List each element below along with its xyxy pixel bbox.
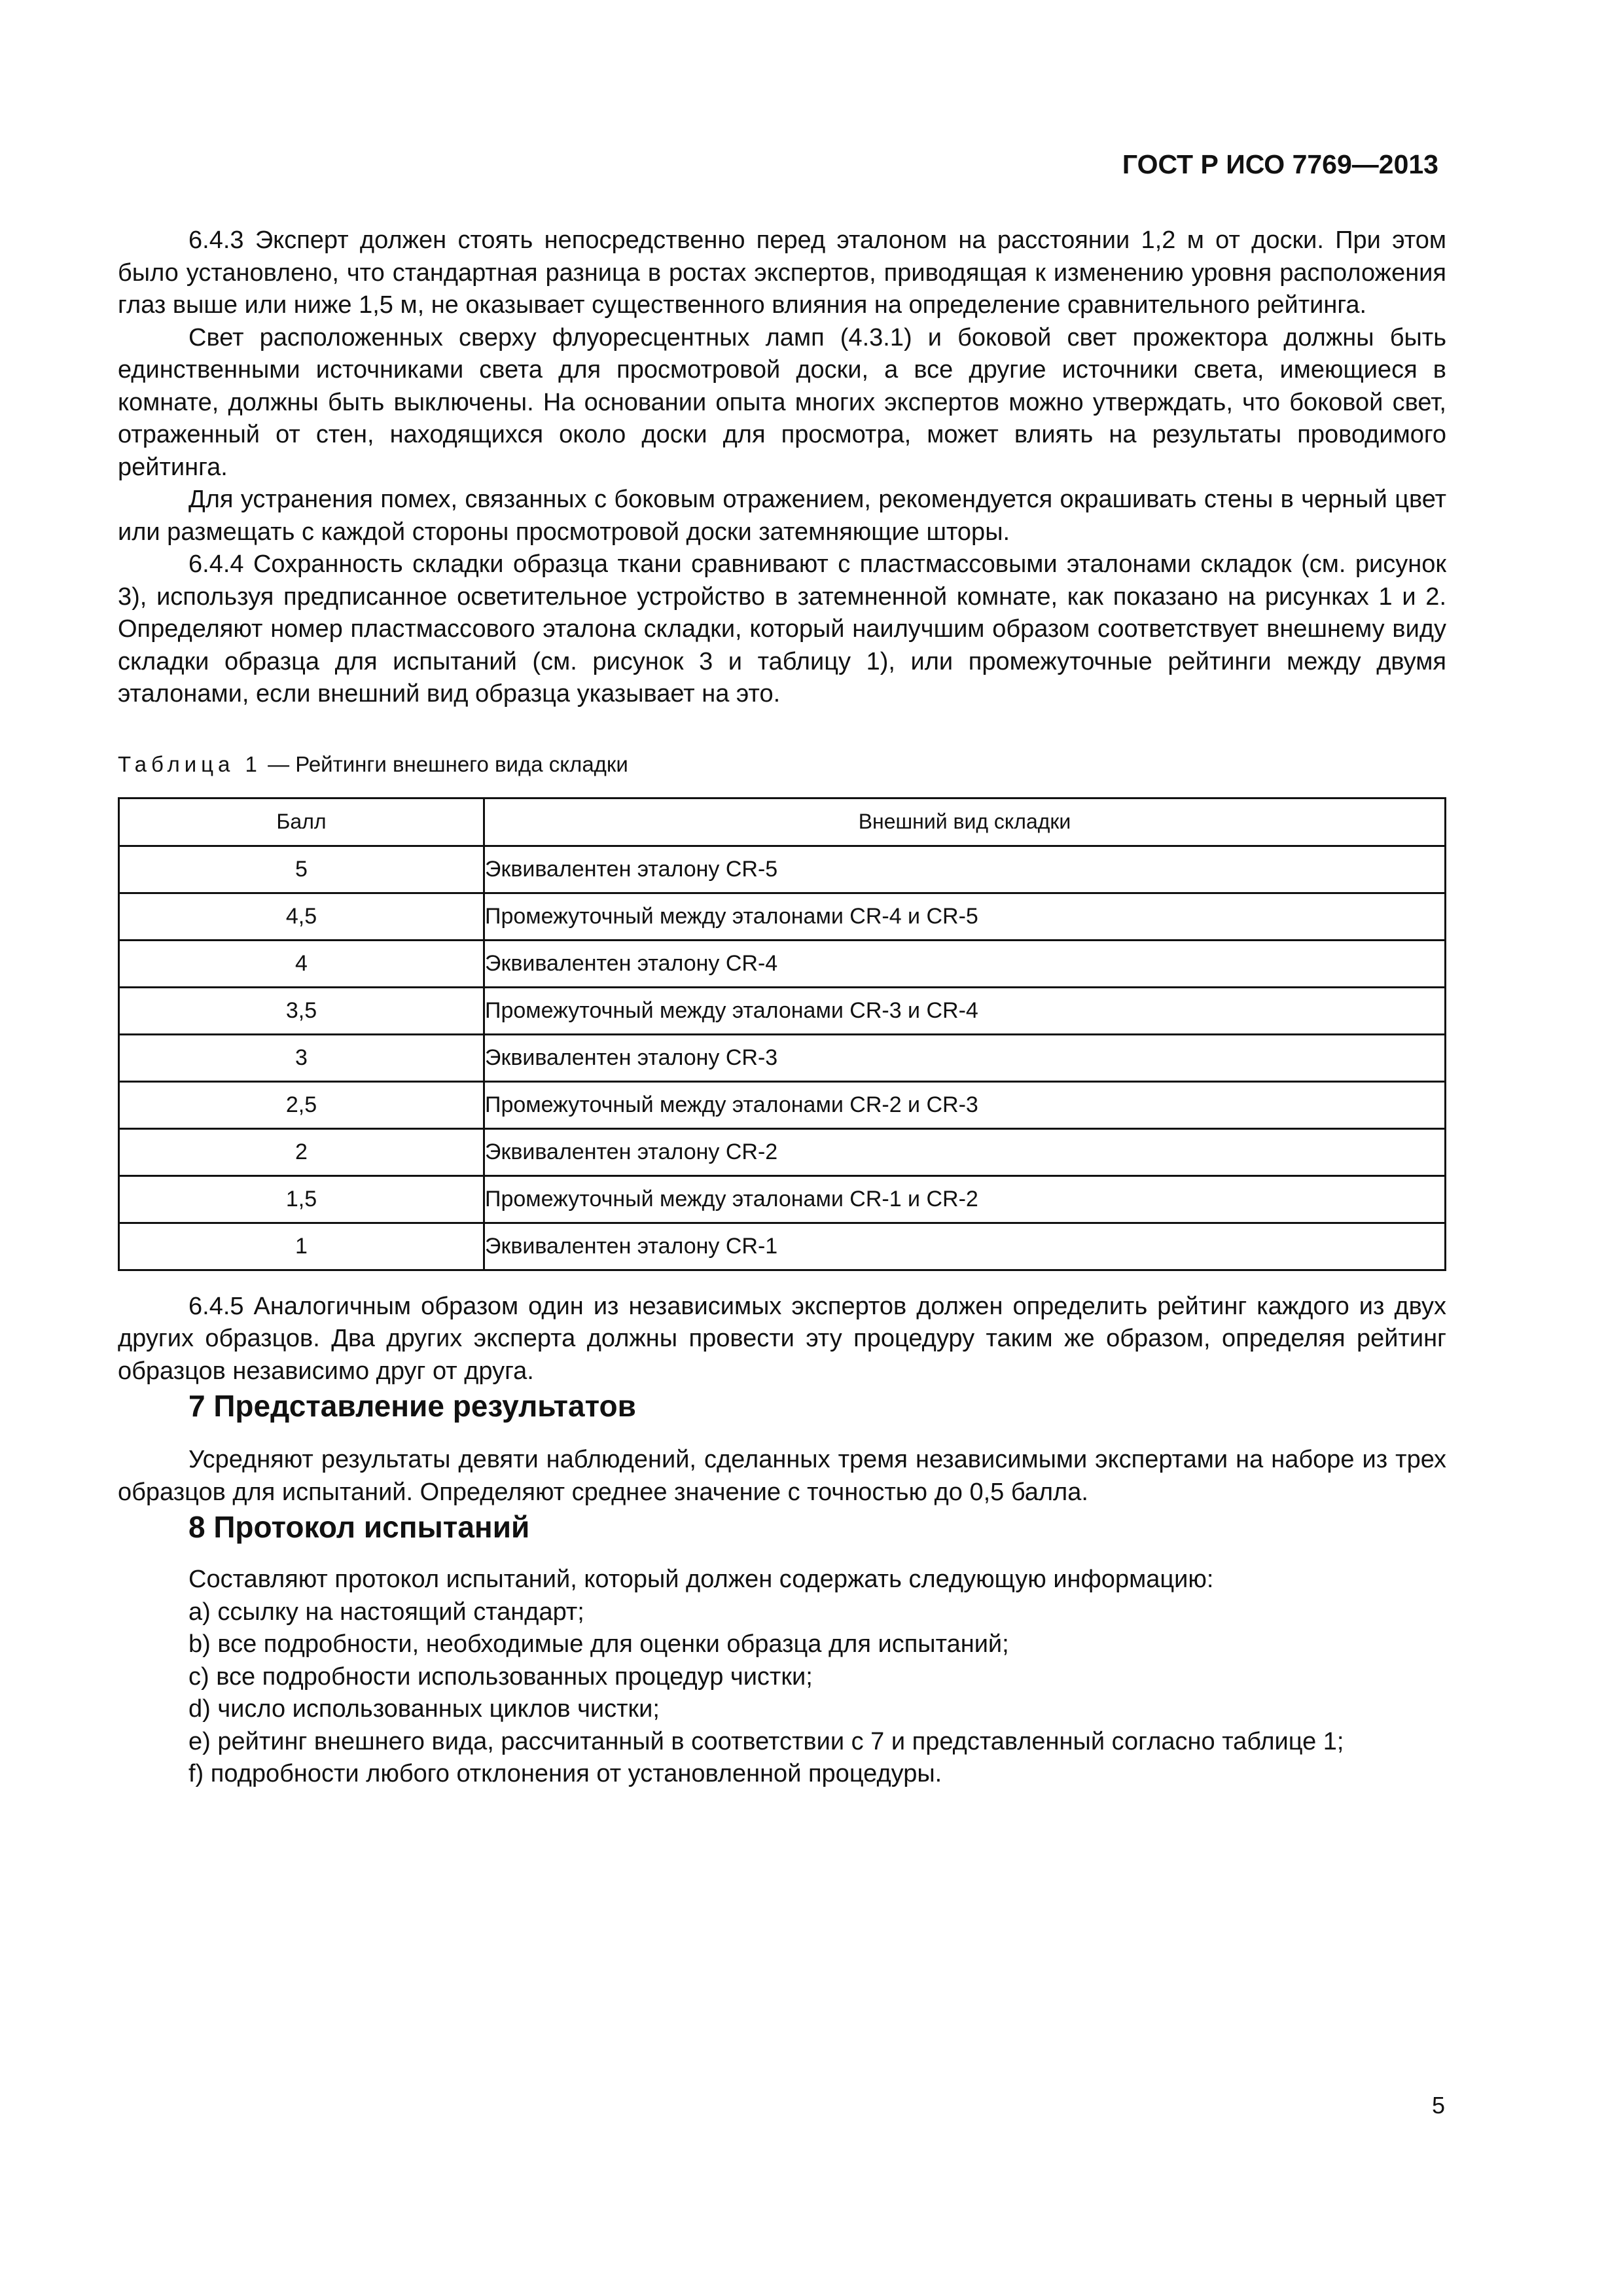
appearance-cell: Промежуточный между эталонами CR-2 и CR-3 [484, 1081, 1446, 1128]
appearance-cell: Эквивалентен эталону CR-4 [484, 940, 1446, 987]
list-item: d) число использованных циклов чистки; [188, 1695, 660, 1723]
paragraph-reflection: Для устранения помех, связанных с боковым отражением, рекомендуется окрашивать стены в черный цвет или размещать с каждой стороны просмотровой доски затемняющие шторы. [118, 486, 1446, 546]
table-row [119, 987, 1446, 1034]
appearance-cell: Эквивалентен эталону CR-1 [484, 1223, 1446, 1270]
table-row [119, 1223, 1446, 1270]
grade-cell: 2,5 [119, 1081, 484, 1128]
section-8-heading: 8 Протокол испытаний [188, 1510, 530, 1544]
grade-cell: 2 [119, 1128, 484, 1175]
report-requirements-list [118, 1596, 1446, 1791]
paragraph-lighting: Свет расположенных сверху флуоресцентных ламп (4.3.1) и боковой свет прожектора должны быть единственными источниками света для просмотровой доски, а все другие источники света, имеющиеся в комнате, должны быть выключены. На основании опыта многих экспертов можно утверждать, что боковой свет, отраженный от стен, находящихся около доски для просмотра, может влиять на результаты проводимого рейтинга. [118, 323, 1446, 481]
appearance-cell: Эквивалентен эталону CR-2 [484, 1128, 1446, 1175]
grade-cell: 5 [119, 846, 484, 893]
appearance-cell: Промежуточный между эталонами CR-4 и CR-5 [484, 893, 1446, 940]
table-row [119, 1128, 1446, 1175]
appearance-cell: Эквивалентен эталону CR-3 [484, 1034, 1446, 1081]
table-header-row [119, 798, 1446, 846]
header-appearance: Внешний вид складки [484, 798, 1446, 846]
page-body [118, 224, 1446, 1791]
appearance-cell: Промежуточный между эталонами CR-3 и CR-4 [484, 987, 1446, 1034]
table-row [119, 940, 1446, 987]
grade-cell: 1 [119, 1223, 484, 1270]
section-7-heading: 7 Представление результатов [188, 1389, 636, 1423]
paragraph-6-4-3: 6.4.3 Эксперт должен стоять непосредственно перед эталоном на расстоянии 1,2 м от доски. При этом было установлено, что стандартная разница в ростах экспертов, приводящая к изменению уровня расположения глаз выше или ниже 1,5 м, не оказывает существенного влияния на определение сравнительного рейтинга. [118, 226, 1446, 319]
section-7-text: Усредняют результаты девяти наблюдений, сделанных тремя независимыми экспертами на наборе из трех образцов для испытаний. Определяют среднее значение с точностью до 0,5 балла. [118, 1446, 1446, 1506]
grade-cell: 3 [119, 1034, 484, 1081]
list-item: f) подробности любого отклонения от установленной процедуры. [188, 1760, 942, 1787]
section-8-intro: Составляют протокол испытаний, который должен содержать следующую информацию: [188, 1566, 1214, 1593]
grade-cell: 1,5 [119, 1175, 484, 1223]
list-item: e) рейтинг внешнего вида, рассчитанный в соответствии с 7 и представленный согласно таблице 1; [188, 1727, 1344, 1755]
table-row [119, 1081, 1446, 1128]
table-caption-label: Таблица 1 [118, 751, 262, 776]
table-row [119, 846, 1446, 893]
list-item: c) все подробности использованных процедур чистки; [188, 1662, 813, 1691]
standard-header: ГОСТ Р ИСО 7769—2013 [1122, 149, 1438, 179]
table-row [119, 893, 1446, 940]
grade-cell: 4,5 [119, 893, 484, 940]
table-row [119, 1034, 1446, 1081]
paragraph-6-4-4: 6.4.4 Сохранность складки образца ткани сравнивают с пластмассовыми эталонами складок (см. рисунок 3), используя предписанное осветительное устройство в затемненной комнате, как показано на рисунках 1 и 2. Определяют номер пластмассового эталона складки, который наилучшим образом соответствует внешнему виду складки образца для испытаний (см. рисунок 3 и таблицу 1), или промежуточные рейтинги между двумя эталонами, если внешний вид образца указывает на это. [118, 550, 1446, 708]
grade-cell: 3,5 [119, 987, 484, 1034]
ratings-table [118, 797, 1446, 1271]
list-item: b) все подробности, необходимые для оценки образца для испытаний; [188, 1630, 1009, 1658]
grade-cell: 4 [119, 940, 484, 987]
table-caption [118, 751, 1446, 778]
paragraph-6-4-5: 6.4.5 Аналогичным образом один из независимых экспертов должен определить рейтинг каждого из двух других образцов. Два других эксперта должны провести эту процедуру таким же образом, определяя рейтинг образцов независимо друг от друга. [118, 1292, 1446, 1385]
appearance-cell: Эквивалентен эталону CR-5 [484, 846, 1446, 893]
table-row [119, 1175, 1446, 1223]
table-caption-text: — Рейтинги внешнего вида складки [261, 751, 628, 776]
appearance-cell: Промежуточный между эталонами CR-1 и CR-2 [484, 1175, 1446, 1223]
list-item: a) ссылку на настоящий стандарт; [188, 1598, 584, 1626]
header-grade: Балл [119, 798, 484, 846]
page-number: 5 [1431, 2092, 1445, 2119]
